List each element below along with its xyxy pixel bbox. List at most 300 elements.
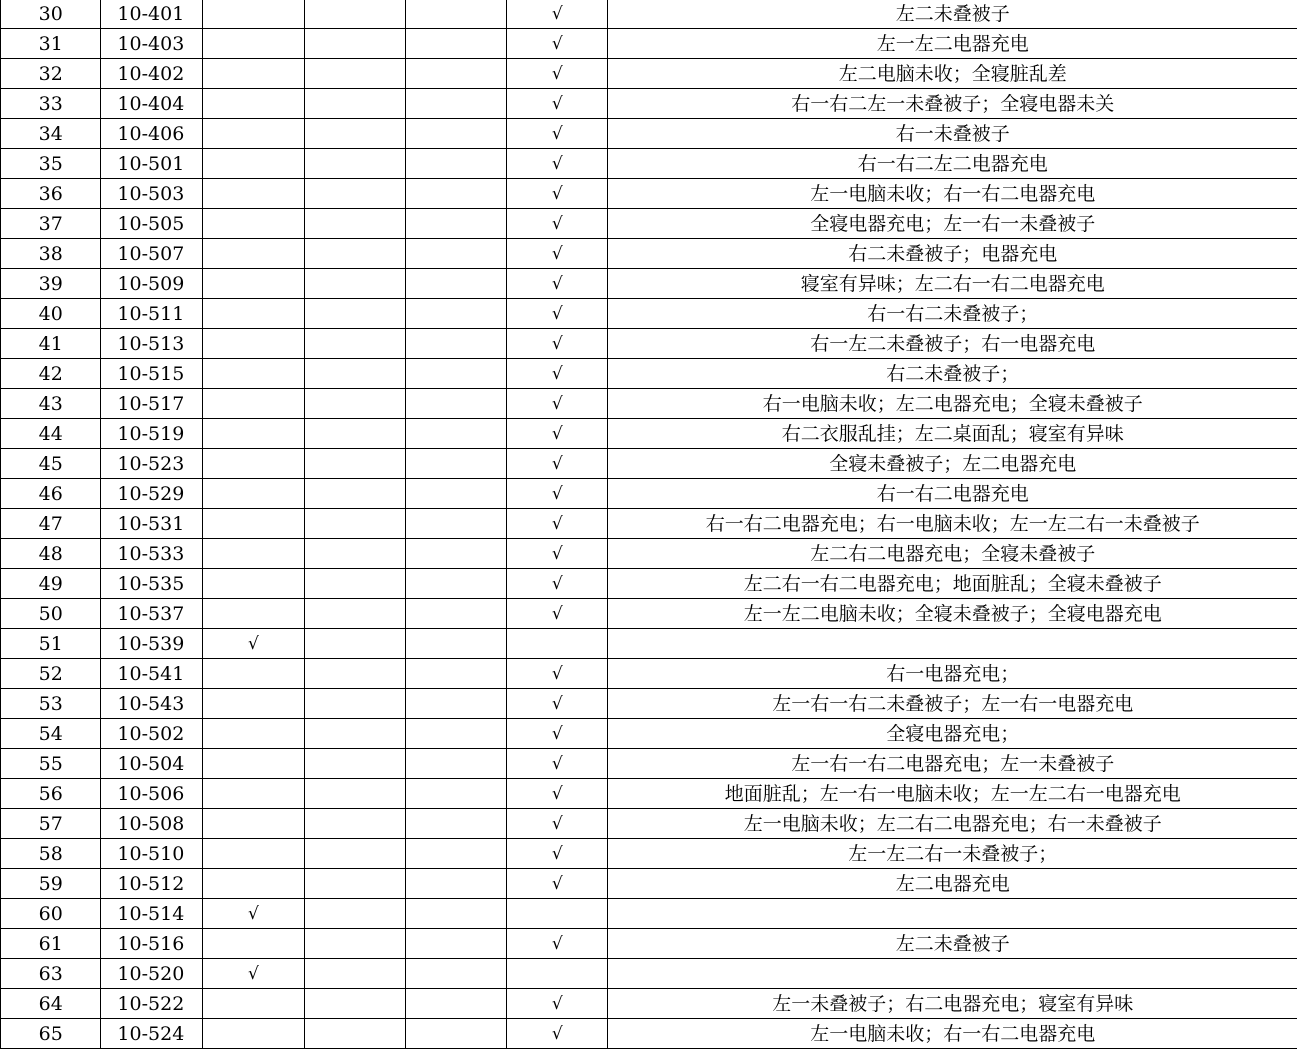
- empty-cell[interactable]: [304, 539, 405, 569]
- empty-cell[interactable]: [304, 149, 405, 179]
- room-number-text: 10-516: [117, 933, 184, 955]
- fail-check-cell[interactable]: [507, 479, 608, 509]
- row-number-cell[interactable]: [1, 809, 101, 839]
- room-number-cell[interactable]: [101, 149, 203, 179]
- row-number-text: 48: [39, 543, 63, 565]
- empty-cell[interactable]: [304, 0, 405, 29]
- fail-check-cell[interactable]: [507, 749, 608, 779]
- room-number-cell[interactable]: [101, 509, 203, 539]
- empty-cell[interactable]: [405, 239, 506, 269]
- room-number-cell[interactable]: [101, 899, 203, 929]
- check-mark: √: [552, 514, 563, 534]
- remarks-cell[interactable]: [608, 449, 1297, 479]
- excellent-check-cell[interactable]: [203, 29, 304, 59]
- room-number-cell[interactable]: [101, 449, 203, 479]
- check-mark: √: [552, 754, 563, 774]
- excellent-check-cell[interactable]: [203, 59, 304, 89]
- room-number-text: 10-503: [117, 183, 184, 205]
- room-number-cell[interactable]: [101, 629, 203, 659]
- remarks-cell[interactable]: [608, 719, 1297, 749]
- remarks-cell[interactable]: [608, 179, 1297, 209]
- fail-check-cell[interactable]: [507, 929, 608, 959]
- remarks-cell[interactable]: [608, 119, 1297, 149]
- excellent-check-cell[interactable]: [203, 269, 304, 299]
- fail-check-cell[interactable]: [507, 689, 608, 719]
- row-number-text: 37: [39, 213, 63, 235]
- room-number-cell[interactable]: [101, 179, 203, 209]
- row-number-cell[interactable]: [1, 0, 101, 29]
- empty-cell[interactable]: [405, 629, 506, 659]
- empty-cell[interactable]: [405, 749, 506, 779]
- fail-check-cell[interactable]: [507, 719, 608, 749]
- empty-cell[interactable]: [405, 719, 506, 749]
- empty-cell[interactable]: [304, 179, 405, 209]
- empty-cell[interactable]: [405, 659, 506, 689]
- excellent-check-cell[interactable]: [203, 329, 304, 359]
- fail-check-cell[interactable]: [507, 389, 608, 419]
- fail-check-cell[interactable]: [507, 179, 608, 209]
- empty-cell[interactable]: [405, 179, 506, 209]
- empty-cell[interactable]: [304, 479, 405, 509]
- empty-cell[interactable]: [304, 809, 405, 839]
- remarks-cell[interactable]: [608, 209, 1297, 239]
- remarks-text: 左二电器充电: [896, 873, 1010, 895]
- table-row: [1, 659, 1297, 689]
- fail-check-cell[interactable]: [507, 839, 608, 869]
- row-number-cell[interactable]: [1, 629, 101, 659]
- empty-cell[interactable]: [405, 89, 506, 119]
- row-number-cell[interactable]: [1, 779, 101, 809]
- room-number-text: 10-508: [117, 813, 184, 835]
- empty-cell[interactable]: [304, 599, 405, 629]
- excellent-check-cell[interactable]: [203, 659, 304, 689]
- empty-cell[interactable]: [304, 749, 405, 779]
- remarks-text: 右一右二电器充电: [877, 483, 1029, 505]
- remarks-cell[interactable]: [608, 29, 1297, 59]
- excellent-check-cell[interactable]: [203, 869, 304, 899]
- room-number-text: 10-502: [117, 723, 184, 745]
- table-row: [1, 809, 1297, 839]
- row-number-cell[interactable]: [1, 299, 101, 329]
- fail-check-cell[interactable]: [507, 629, 608, 659]
- room-number-text: 10-515: [117, 363, 184, 385]
- fail-check-cell[interactable]: [507, 299, 608, 329]
- row-number-cell[interactable]: [1, 209, 101, 239]
- excellent-check-cell[interactable]: [203, 989, 304, 1019]
- row-number-cell[interactable]: [1, 89, 101, 119]
- empty-cell[interactable]: [405, 929, 506, 959]
- fail-check-cell[interactable]: [507, 419, 608, 449]
- excellent-check-cell[interactable]: [203, 959, 304, 989]
- empty-cell[interactable]: [304, 299, 405, 329]
- fail-check-cell[interactable]: [507, 509, 608, 539]
- empty-cell[interactable]: [405, 809, 506, 839]
- remarks-cell[interactable]: [608, 509, 1297, 539]
- row-number-cell[interactable]: [1, 659, 101, 689]
- remarks-cell[interactable]: [608, 839, 1297, 869]
- room-number-cell[interactable]: [101, 389, 203, 419]
- table-row: [1, 269, 1297, 299]
- fail-check-cell[interactable]: [507, 209, 608, 239]
- row-number-cell[interactable]: [1, 569, 101, 599]
- empty-cell[interactable]: [304, 1019, 405, 1049]
- row-number-text: 52: [39, 663, 63, 685]
- excellent-check-cell[interactable]: [203, 119, 304, 149]
- row-number-cell[interactable]: [1, 389, 101, 419]
- room-number-cell[interactable]: [101, 779, 203, 809]
- excellent-check-cell[interactable]: [203, 809, 304, 839]
- empty-cell[interactable]: [304, 59, 405, 89]
- excellent-check-cell[interactable]: [203, 0, 304, 29]
- fail-check-cell[interactable]: [507, 809, 608, 839]
- fail-check-cell[interactable]: [507, 29, 608, 59]
- excellent-check-cell[interactable]: [203, 179, 304, 209]
- room-number-cell[interactable]: [101, 0, 203, 29]
- empty-cell[interactable]: [304, 569, 405, 599]
- excellent-check-cell[interactable]: [203, 209, 304, 239]
- check-mark: √: [552, 244, 563, 264]
- remarks-cell[interactable]: [608, 539, 1297, 569]
- row-number-cell[interactable]: [1, 839, 101, 869]
- row-number-text: 47: [39, 513, 63, 535]
- fail-check-cell[interactable]: [507, 899, 608, 929]
- row-number-cell[interactable]: [1, 449, 101, 479]
- row-number-cell[interactable]: [1, 539, 101, 569]
- empty-cell[interactable]: [304, 929, 405, 959]
- excellent-check-cell[interactable]: [203, 299, 304, 329]
- empty-cell[interactable]: [405, 509, 506, 539]
- row-number-cell[interactable]: [1, 899, 101, 929]
- room-number-cell[interactable]: [101, 929, 203, 959]
- check-mark: √: [552, 184, 563, 204]
- excellent-check-cell[interactable]: [203, 629, 304, 659]
- empty-cell[interactable]: [405, 779, 506, 809]
- check-mark: √: [552, 34, 563, 54]
- row-number-cell[interactable]: [1, 29, 101, 59]
- row-number-cell[interactable]: [1, 599, 101, 629]
- empty-cell[interactable]: [304, 659, 405, 689]
- empty-cell[interactable]: [405, 599, 506, 629]
- row-number-cell[interactable]: [1, 329, 101, 359]
- empty-cell[interactable]: [304, 329, 405, 359]
- excellent-check-cell[interactable]: [203, 239, 304, 269]
- row-number-cell[interactable]: [1, 239, 101, 269]
- room-number-cell[interactable]: [101, 419, 203, 449]
- remarks-cell[interactable]: [608, 659, 1297, 689]
- excellent-check-cell[interactable]: [203, 749, 304, 779]
- empty-cell[interactable]: [304, 719, 405, 749]
- row-number-text: 59: [39, 873, 63, 895]
- fail-check-cell[interactable]: [507, 59, 608, 89]
- fail-check-cell[interactable]: [507, 659, 608, 689]
- check-mark: √: [248, 904, 259, 924]
- empty-cell[interactable]: [304, 509, 405, 539]
- row-number-cell[interactable]: [1, 359, 101, 389]
- empty-cell[interactable]: [405, 869, 506, 899]
- excellent-check-cell[interactable]: [203, 539, 304, 569]
- remarks-cell[interactable]: [608, 329, 1297, 359]
- empty-cell[interactable]: [405, 539, 506, 569]
- empty-cell[interactable]: [405, 149, 506, 179]
- remarks-cell[interactable]: [608, 149, 1297, 179]
- check-mark: √: [552, 274, 563, 294]
- row-number-cell[interactable]: [1, 689, 101, 719]
- row-number-text: 58: [39, 843, 63, 865]
- fail-check-cell[interactable]: [507, 449, 608, 479]
- row-number-text: 43: [39, 393, 63, 415]
- excellent-check-cell[interactable]: [203, 359, 304, 389]
- fail-check-cell[interactable]: [507, 989, 608, 1019]
- remarks-text: 左二未叠被子: [896, 3, 1010, 25]
- room-number-cell[interactable]: [101, 299, 203, 329]
- row-number-cell[interactable]: [1, 959, 101, 989]
- excellent-check-cell[interactable]: [203, 89, 304, 119]
- room-number-text: 10-507: [117, 243, 184, 265]
- table-row: [1, 569, 1297, 599]
- excellent-check-cell[interactable]: [203, 599, 304, 629]
- room-number-cell[interactable]: [101, 329, 203, 359]
- empty-cell[interactable]: [405, 359, 506, 389]
- table-row: [1, 779, 1297, 809]
- room-number-cell[interactable]: [101, 959, 203, 989]
- room-number-text: 10-519: [117, 423, 184, 445]
- room-number-cell[interactable]: [101, 989, 203, 1019]
- fail-check-cell[interactable]: [507, 89, 608, 119]
- fail-check-cell[interactable]: [507, 1019, 608, 1049]
- remarks-cell[interactable]: [608, 1019, 1297, 1049]
- excellent-check-cell[interactable]: [203, 479, 304, 509]
- row-number-cell[interactable]: [1, 869, 101, 899]
- row-number-cell[interactable]: [1, 719, 101, 749]
- room-number-cell[interactable]: [101, 539, 203, 569]
- room-number-text: 10-514: [117, 903, 184, 925]
- remarks-cell[interactable]: [608, 89, 1297, 119]
- excellent-check-cell[interactable]: [203, 929, 304, 959]
- fail-check-cell[interactable]: [507, 239, 608, 269]
- remarks-cell[interactable]: [608, 959, 1297, 989]
- room-number-cell[interactable]: [101, 89, 203, 119]
- room-number-text: 10-504: [117, 753, 184, 775]
- row-number-cell[interactable]: [1, 419, 101, 449]
- remarks-text: 地面脏乱；左一右一电脑未收；左一左二右一电器充电: [725, 783, 1181, 805]
- room-number-cell[interactable]: [101, 119, 203, 149]
- room-number-cell[interactable]: [101, 239, 203, 269]
- room-number-cell[interactable]: [101, 59, 203, 89]
- excellent-check-cell[interactable]: [203, 569, 304, 599]
- room-number-cell[interactable]: [101, 689, 203, 719]
- fail-check-cell[interactable]: [507, 119, 608, 149]
- room-number-cell[interactable]: [101, 269, 203, 299]
- remarks-cell[interactable]: [608, 59, 1297, 89]
- check-mark: √: [248, 634, 259, 654]
- fail-check-cell[interactable]: [507, 539, 608, 569]
- room-number-cell[interactable]: [101, 569, 203, 599]
- room-number-cell[interactable]: [101, 749, 203, 779]
- remarks-text: 全寝电器充电；左一右一未叠被子: [810, 213, 1095, 235]
- remarks-cell[interactable]: [608, 599, 1297, 629]
- table-row: [1, 149, 1297, 179]
- room-number-cell[interactable]: [101, 719, 203, 749]
- empty-cell[interactable]: [405, 329, 506, 359]
- room-number-text: 10-510: [117, 843, 184, 865]
- empty-cell[interactable]: [405, 29, 506, 59]
- empty-cell[interactable]: [405, 569, 506, 599]
- room-number-cell[interactable]: [101, 29, 203, 59]
- empty-cell[interactable]: [304, 89, 405, 119]
- excellent-check-cell[interactable]: [203, 389, 304, 419]
- excellent-check-cell[interactable]: [203, 689, 304, 719]
- remarks-cell[interactable]: [608, 899, 1297, 929]
- empty-cell[interactable]: [405, 479, 506, 509]
- empty-cell[interactable]: [405, 299, 506, 329]
- empty-cell[interactable]: [405, 689, 506, 719]
- empty-cell[interactable]: [304, 629, 405, 659]
- fail-check-cell[interactable]: [507, 0, 608, 29]
- remarks-text: 左一左二右一未叠被子；: [848, 843, 1057, 865]
- empty-cell[interactable]: [304, 269, 405, 299]
- empty-cell[interactable]: [304, 689, 405, 719]
- room-number-cell[interactable]: [101, 1019, 203, 1049]
- excellent-check-cell[interactable]: [203, 1019, 304, 1049]
- excellent-check-cell[interactable]: [203, 779, 304, 809]
- room-number-cell[interactable]: [101, 599, 203, 629]
- fail-check-cell[interactable]: [507, 359, 608, 389]
- empty-cell[interactable]: [405, 449, 506, 479]
- row-number-cell[interactable]: [1, 119, 101, 149]
- table-row: [1, 959, 1297, 989]
- empty-cell[interactable]: [304, 779, 405, 809]
- row-number-cell[interactable]: [1, 929, 101, 959]
- empty-cell[interactable]: [304, 389, 405, 419]
- room-number-cell[interactable]: [101, 839, 203, 869]
- fail-check-cell[interactable]: [507, 959, 608, 989]
- row-number-cell[interactable]: [1, 59, 101, 89]
- remarks-cell[interactable]: [608, 239, 1297, 269]
- remarks-cell[interactable]: [608, 749, 1297, 779]
- remarks-cell[interactable]: [608, 269, 1297, 299]
- row-number-text: 44: [39, 423, 63, 445]
- empty-cell[interactable]: [304, 959, 405, 989]
- excellent-check-cell[interactable]: [203, 509, 304, 539]
- empty-cell[interactable]: [304, 419, 405, 449]
- empty-cell[interactable]: [405, 119, 506, 149]
- room-number-cell[interactable]: [101, 479, 203, 509]
- row-number-text: 45: [39, 453, 63, 475]
- row-number-cell[interactable]: [1, 149, 101, 179]
- remarks-cell[interactable]: [608, 989, 1297, 1019]
- empty-cell[interactable]: [405, 1019, 506, 1049]
- row-number-cell[interactable]: [1, 479, 101, 509]
- remarks-cell[interactable]: [608, 419, 1297, 449]
- row-number-cell[interactable]: [1, 749, 101, 779]
- fail-check-cell[interactable]: [507, 599, 608, 629]
- remarks-cell[interactable]: [608, 389, 1297, 419]
- row-number-cell[interactable]: [1, 269, 101, 299]
- remarks-text: 左二电脑未收；全寝脏乱差: [839, 63, 1067, 85]
- remarks-cell[interactable]: [608, 869, 1297, 899]
- remarks-cell[interactable]: [608, 299, 1297, 329]
- remarks-text: 左一电脑未收；左二右二电器充电；右一未叠被子: [744, 813, 1162, 835]
- empty-cell[interactable]: [405, 839, 506, 869]
- excellent-check-cell[interactable]: [203, 149, 304, 179]
- fail-check-cell[interactable]: [507, 329, 608, 359]
- excellent-check-cell[interactable]: [203, 449, 304, 479]
- row-number-cell[interactable]: [1, 1019, 101, 1049]
- remarks-text: 寝室有异味；左二右一右二电器充电: [801, 273, 1105, 295]
- remarks-cell[interactable]: [608, 929, 1297, 959]
- check-mark: √: [552, 844, 563, 864]
- remarks-cell[interactable]: [608, 359, 1297, 389]
- empty-cell[interactable]: [304, 209, 405, 239]
- empty-cell[interactable]: [304, 449, 405, 479]
- empty-cell[interactable]: [405, 59, 506, 89]
- empty-cell[interactable]: [405, 389, 506, 419]
- empty-cell[interactable]: [405, 899, 506, 929]
- empty-cell[interactable]: [405, 209, 506, 239]
- excellent-check-cell[interactable]: [203, 899, 304, 929]
- remarks-cell[interactable]: [608, 689, 1297, 719]
- fail-check-cell[interactable]: [507, 779, 608, 809]
- empty-cell[interactable]: [405, 269, 506, 299]
- row-number-text: 34: [39, 123, 63, 145]
- empty-cell[interactable]: [304, 119, 405, 149]
- row-number-text: 54: [39, 723, 63, 745]
- excellent-check-cell[interactable]: [203, 719, 304, 749]
- room-number-cell[interactable]: [101, 869, 203, 899]
- fail-check-cell[interactable]: [507, 869, 608, 899]
- excellent-check-cell[interactable]: [203, 419, 304, 449]
- empty-cell[interactable]: [405, 959, 506, 989]
- remarks-cell[interactable]: [608, 569, 1297, 599]
- empty-cell[interactable]: [405, 0, 506, 29]
- fail-check-cell[interactable]: [507, 149, 608, 179]
- row-number-cell[interactable]: [1, 989, 101, 1019]
- room-number-cell[interactable]: [101, 809, 203, 839]
- row-number-cell[interactable]: [1, 509, 101, 539]
- remarks-cell[interactable]: [608, 809, 1297, 839]
- empty-cell[interactable]: [304, 899, 405, 929]
- check-mark: √: [552, 124, 563, 144]
- empty-cell[interactable]: [405, 419, 506, 449]
- empty-cell[interactable]: [304, 29, 405, 59]
- room-number-cell[interactable]: [101, 209, 203, 239]
- table-row: [1, 239, 1297, 269]
- remarks-cell[interactable]: [608, 779, 1297, 809]
- check-mark: √: [552, 724, 563, 744]
- remarks-cell[interactable]: [608, 0, 1297, 29]
- room-number-cell[interactable]: [101, 659, 203, 689]
- excellent-check-cell[interactable]: [203, 839, 304, 869]
- room-number-cell[interactable]: [101, 359, 203, 389]
- empty-cell[interactable]: [304, 359, 405, 389]
- empty-cell[interactable]: [304, 239, 405, 269]
- empty-cell[interactable]: [304, 839, 405, 869]
- check-mark: √: [552, 874, 563, 894]
- fail-check-cell[interactable]: [507, 269, 608, 299]
- remarks-cell[interactable]: [608, 629, 1297, 659]
- room-number-text: 10-520: [117, 963, 184, 985]
- empty-cell[interactable]: [405, 989, 506, 1019]
- fail-check-cell[interactable]: [507, 569, 608, 599]
- row-number-text: 65: [39, 1023, 63, 1045]
- inspection-table-body: [1, 0, 1297, 1049]
- remarks-cell[interactable]: [608, 479, 1297, 509]
- empty-cell[interactable]: [304, 869, 405, 899]
- empty-cell[interactable]: [304, 989, 405, 1019]
- row-number-cell[interactable]: [1, 179, 101, 209]
- table-row: [1, 209, 1297, 239]
- table-row: [1, 119, 1297, 149]
